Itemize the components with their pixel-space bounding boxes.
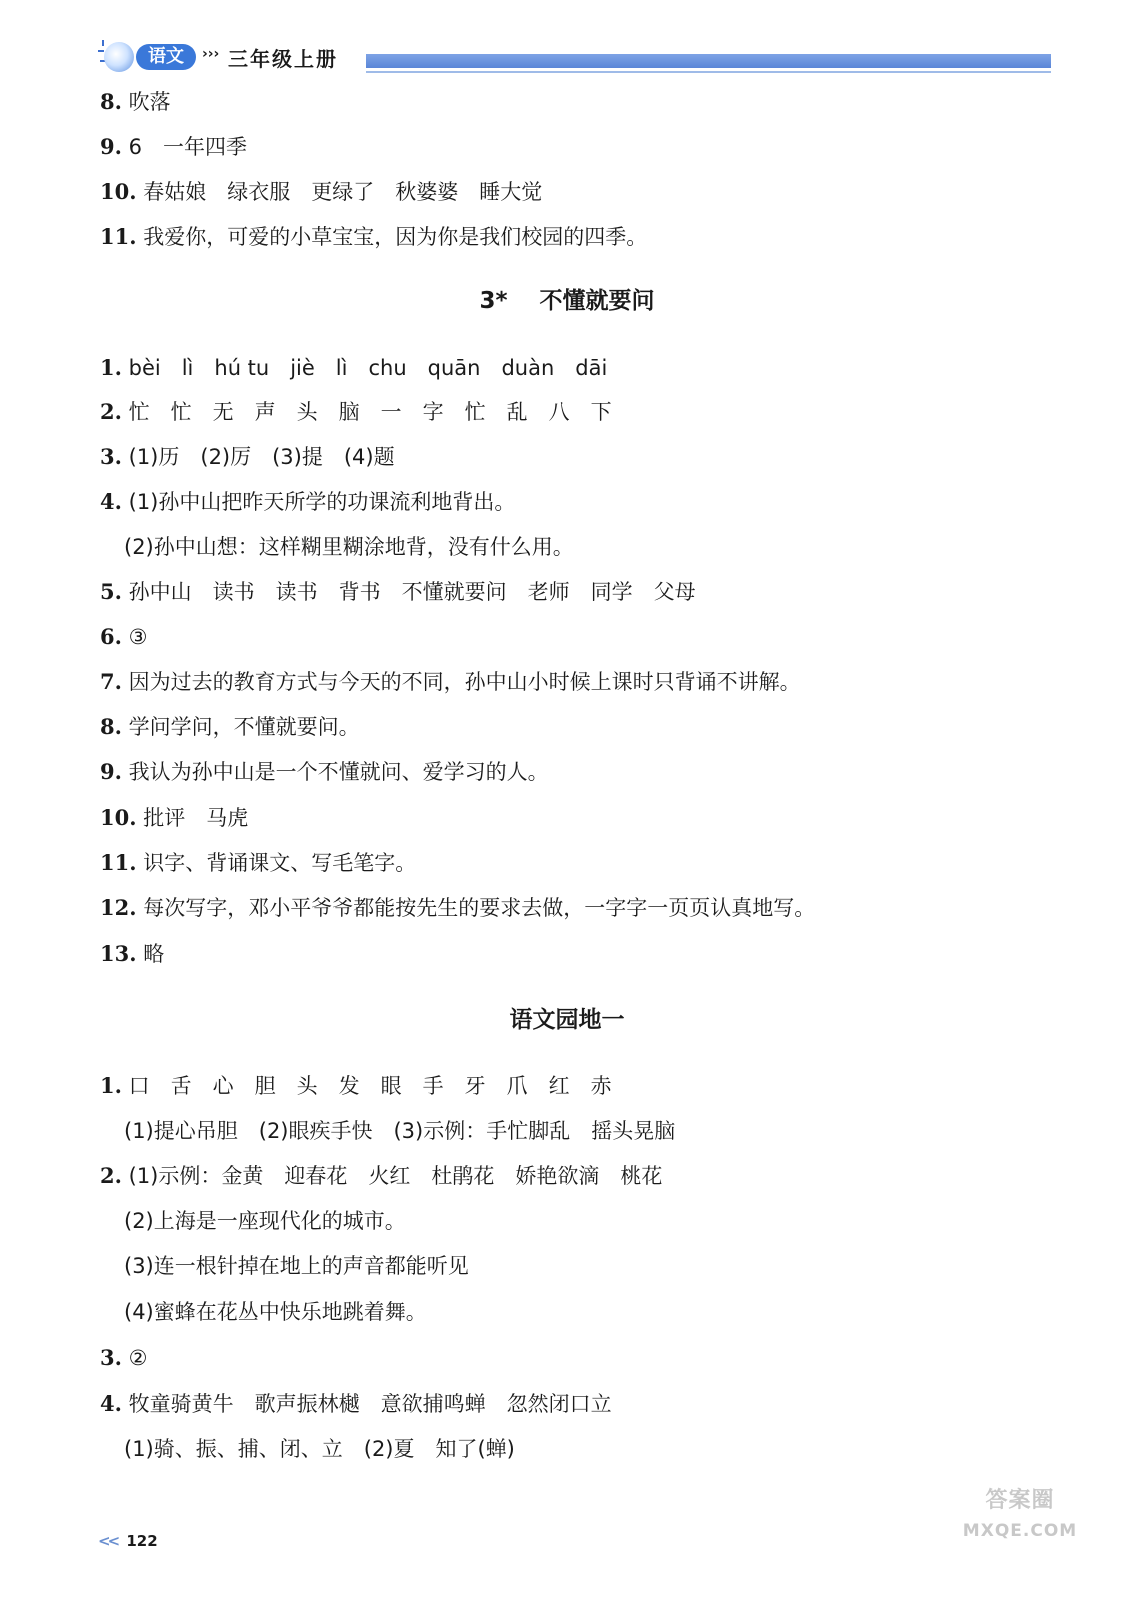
answer-text: 学问学问，不懂就要问。 bbox=[128, 715, 360, 739]
answer-number: 13. bbox=[100, 941, 137, 966]
answer-text: 孙中山 读书 读书 背书 不懂就要问 老师 同学 父母 bbox=[128, 580, 696, 604]
answer-text: 6 一年四季 bbox=[128, 135, 247, 159]
answer-line bbox=[100, 849, 416, 877]
subject-badge: 语文 bbox=[136, 44, 196, 70]
answer-text: 春姑娘 绿衣服 更绿了 秋婆婆 睡大觉 bbox=[143, 180, 543, 204]
answer-number: 10. bbox=[100, 805, 137, 830]
answer-number: 2. bbox=[100, 1163, 122, 1188]
answer-number: 12. bbox=[100, 895, 137, 920]
answer-text: 吹落 bbox=[128, 90, 171, 114]
answer-line bbox=[100, 894, 815, 922]
answer-number: 4. bbox=[100, 1391, 122, 1416]
header-band bbox=[366, 54, 1051, 68]
answer-text: ③ bbox=[128, 625, 148, 649]
answer-line bbox=[100, 1162, 662, 1190]
answer-text: 牧童骑黄牛 歌声振林樾 意欲捕鸣蝉 忽然闭口立 bbox=[128, 1392, 612, 1416]
answer-text: (2)孙中山想：这样糊里糊涂地背，没有什么用。 bbox=[124, 535, 574, 559]
answer-text: 略 bbox=[143, 942, 165, 966]
answer-line bbox=[100, 713, 360, 741]
answer-line bbox=[100, 443, 395, 471]
answer-line bbox=[100, 668, 801, 696]
answer-number: 3. bbox=[100, 444, 122, 469]
answer-line bbox=[100, 758, 549, 786]
answer-line bbox=[100, 1344, 147, 1372]
answer-text: 我爱你，可爱的小草宝宝，因为你是我们校园的四季。 bbox=[143, 225, 648, 249]
answer-number: 11. bbox=[100, 850, 137, 875]
answer-line bbox=[100, 354, 607, 382]
section-heading bbox=[0, 286, 1134, 316]
answer-text: 口 舌 心 胆 头 发 眼 手 牙 爪 红 赤 bbox=[128, 1074, 612, 1098]
answer-line bbox=[100, 578, 696, 606]
section-title: 语文园地一 bbox=[509, 1007, 625, 1033]
answer-number: 4. bbox=[100, 489, 122, 514]
answer-number: 1. bbox=[100, 355, 122, 380]
answer-subline bbox=[124, 1252, 469, 1280]
answer-text: 批评 马虎 bbox=[143, 806, 249, 830]
answer-subline bbox=[124, 1207, 406, 1235]
answer-number: 11. bbox=[100, 224, 137, 249]
lesson-number: 3* bbox=[479, 288, 508, 314]
answer-text: (4)蜜蜂在花丛中快乐地跳着舞。 bbox=[124, 1300, 427, 1324]
answer-subline bbox=[124, 1298, 427, 1326]
chevron-icon: ››› bbox=[202, 46, 220, 62]
answer-text: (3)连一根针掉在地上的声音都能听见 bbox=[124, 1254, 469, 1278]
answer-subline bbox=[124, 1435, 515, 1463]
answer-text: 识字、背诵课文、写毛笔字。 bbox=[143, 851, 417, 875]
answer-number: 7. bbox=[100, 669, 122, 694]
grade-title: 三年级上册 bbox=[228, 47, 338, 71]
answer-number: 10. bbox=[100, 179, 137, 204]
answer-line bbox=[100, 133, 247, 161]
answer-text: (1)骑、振、捕、闭、立 (2)夏 知了(蝉) bbox=[124, 1437, 515, 1461]
answer-subline bbox=[124, 533, 574, 561]
answer-text: 每次写字，邓小平爷爷都能按先生的要求去做，一字字一页页认真地写。 bbox=[143, 896, 816, 920]
answer-line bbox=[100, 623, 147, 651]
answer-number: 9. bbox=[100, 759, 122, 784]
answer-line bbox=[100, 488, 515, 516]
answer-number: 8. bbox=[100, 714, 122, 739]
answer-number: 8. bbox=[100, 89, 122, 114]
sun-ray bbox=[102, 40, 104, 46]
page-header bbox=[98, 40, 1053, 74]
double-chevron-left-icon: << bbox=[98, 1532, 118, 1550]
section-heading bbox=[0, 1005, 1134, 1035]
answer-text: 我认为孙中山是一个不懂就问、爱学习的人。 bbox=[128, 760, 549, 784]
answer-text: (2)上海是一座现代化的城市。 bbox=[124, 1209, 406, 1233]
sun-ray bbox=[98, 50, 104, 52]
answer-number: 6. bbox=[100, 624, 122, 649]
answer-text: ② bbox=[128, 1346, 148, 1370]
watermark-url: MXQE.COM bbox=[962, 1521, 1078, 1541]
answer-line bbox=[100, 940, 164, 968]
answer-line bbox=[100, 223, 647, 251]
answer-line bbox=[100, 88, 171, 116]
answer-number: 5. bbox=[100, 579, 122, 604]
answer-line bbox=[100, 804, 248, 832]
answer-number: 3. bbox=[100, 1345, 122, 1370]
answer-line bbox=[100, 398, 612, 426]
answer-number: 2. bbox=[100, 399, 122, 424]
page-number: 122 bbox=[126, 1532, 158, 1550]
header-underline bbox=[366, 71, 1051, 73]
answer-text: (1)历 (2)厉 (3)提 (4)题 bbox=[128, 445, 395, 469]
answer-line bbox=[100, 1390, 612, 1418]
watermark-logo-text: 答案圈 bbox=[985, 1488, 1055, 1513]
answer-number: 9. bbox=[100, 134, 122, 159]
answer-text: 因为过去的教育方式与今天的不同，孙中山小时候上课时只背诵不讲解。 bbox=[128, 670, 801, 694]
answer-subline bbox=[124, 1117, 675, 1145]
watermark bbox=[930, 1486, 1110, 1546]
answer-number: 1. bbox=[100, 1073, 122, 1098]
answer-text: (1)示例：金黄 迎春花 火红 杜鹃花 娇艳欲滴 桃花 bbox=[128, 1164, 663, 1188]
answer-line bbox=[100, 1072, 612, 1100]
answer-text: 忙 忙 无 声 头 脑 一 字 忙 乱 八 下 bbox=[128, 400, 612, 424]
sun-icon bbox=[104, 42, 134, 72]
page-footer bbox=[98, 1532, 158, 1550]
answer-text: (1)孙中山把昨天所学的功课流利地背出。 bbox=[128, 490, 516, 514]
answer-text: bèi lì hú tu jiè lì chu quān duàn dāi bbox=[128, 356, 608, 380]
lesson-title: 不懂就要问 bbox=[539, 288, 655, 314]
answer-text: (1)提心吊胆 (2)眼疾手快 (3)示例：手忙脚乱 摇头晃脑 bbox=[124, 1119, 676, 1143]
answer-line bbox=[100, 178, 542, 206]
